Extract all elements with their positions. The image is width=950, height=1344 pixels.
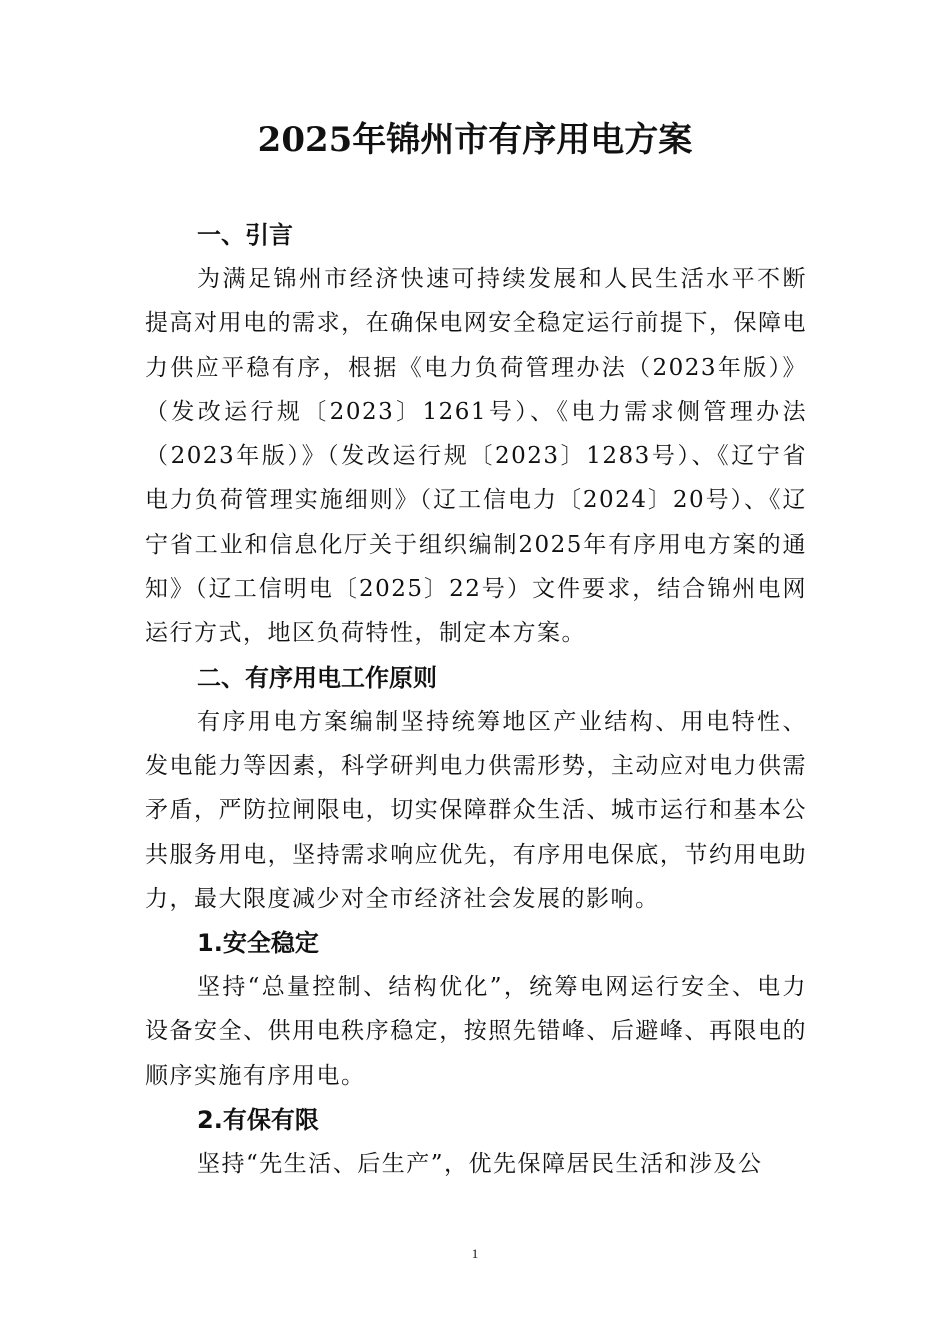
subheading-safety-stability: 1.安全稳定 bbox=[197, 929, 319, 958]
subheading-priority-limits: 2.有保有限 bbox=[197, 1106, 319, 1135]
paragraph-introduction: 为满足锦州市经济快速可持续发展和人民生活水平不断提高对用电的需求，在确保电网安全稳定运行前提下，保障电力供应平稳有序，根据《电力负荷管理办法（2023年版）》（发改运行规〔2023〕1261号）、《电力需求侧管理办法（2023年版）》（发改运行规〔2023〕1283号）、《辽宁省电力负荷管理实施细则》（辽工信电力〔2024〕20号）、《辽宁省工业和信息化厅关于组织编制2025年有序用电方案的通知》（辽工信明电〔2025〕22号）文件要求，结合锦州电网运行方式，地区负荷特性，制定本方案。 bbox=[145, 266, 807, 647]
paragraph-safety-stability: 坚持“总量控制、结构优化”，统筹电网运行安全、电力设备安全、供用电秩序稳定，按照先错峰、后避峰、再限电的顺序实施有序用电。 bbox=[145, 974, 807, 1089]
section-heading-introduction: 一、引言 bbox=[197, 221, 293, 249]
document-body bbox=[145, 213, 807, 1186]
page-number: 1 bbox=[471, 1246, 479, 1261]
document-title: 2025年锦州市有序用电方案 bbox=[257, 120, 693, 160]
section-heading-principles: 二、有序用电工作原则 bbox=[197, 663, 437, 692]
paragraph-principles: 有序用电方案编制坚持统筹地区产业结构、用电特性、发电能力等因素，科学研判电力供需形势，主动应对电力供需矛盾，严防拉闸限电，切实保障群众生活、城市运行和基本公共服务用电，坚持需求响应优先，有序用电保底，节约用电助力，最大限度减少对全市经济社会发展的影响。 bbox=[145, 708, 807, 912]
paragraph-priority-limits: 坚持“先生活、后生产”，优先保障居民生活和涉及公 bbox=[197, 1151, 763, 1178]
